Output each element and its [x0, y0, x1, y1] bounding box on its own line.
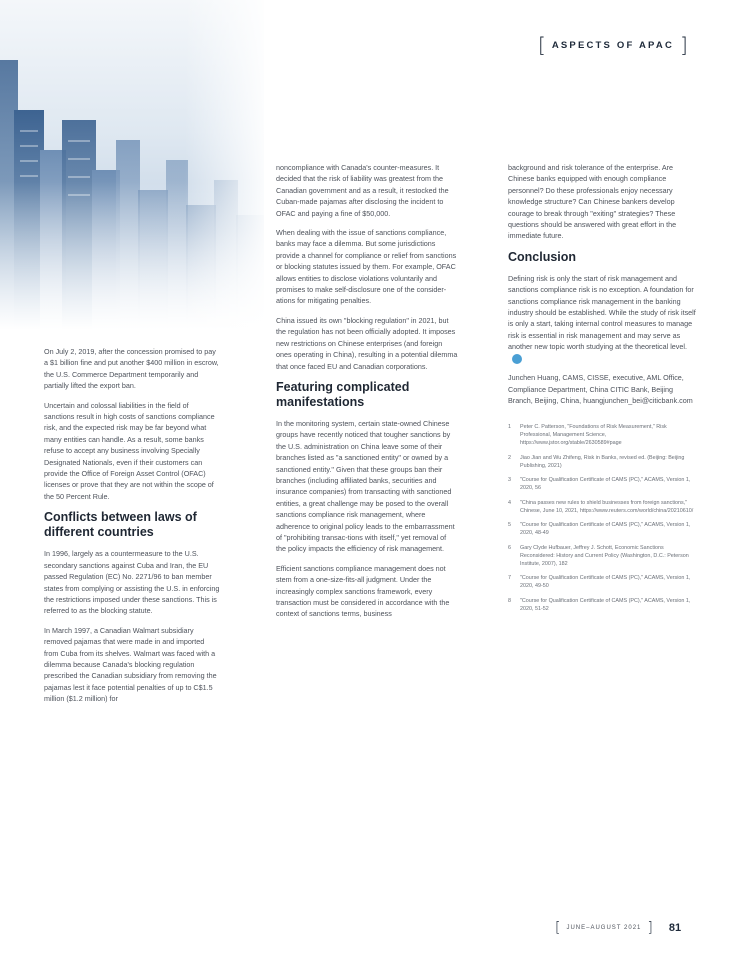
section-label	[538, 34, 698, 56]
page-footer	[555, 918, 705, 938]
paragraph: In March 1997, a Canadian Walmart subsidiary removed pajamas that were made in and imported from Cuba from its shelves. Walmart was faced with a dilemma because Canada's blocking regulation prescribed the Canadian subsidiary from removing the pajamas lest it face potential penalties of up to C$1.5 million ($1.2 million) for	[44, 625, 217, 704]
issue-date: JUNE–AUGUST 2021	[566, 925, 642, 931]
page-number: 81	[668, 922, 682, 934]
footnote-item: 3 "Course for Qualification Certificate of CAMS (PC)," ACAMS, Version 1, 2020, 56	[508, 477, 691, 492]
paragraph: In the monitoring system, certain state-owned Chinese groups have recently noticed that tougher sanctions by the U.S. administration on China leave some of their branches listed as "a sanctioned entity" or owned by a sanctioned entity." Given that these groups ban their branches (including affiliated banks, securities and insurance companies) from transacting with sanctioned entities, a great challenge may be posed to the overall sanctions compliance risk management, where adherence to original policy leads to the embarrassment of "prohibiting transac-tions with itself," yet removal of the policy impacts the efficiency of risk management.	[276, 418, 455, 554]
paragraph: China issued its own "blocking regulation" in 2021, but the regulation has not been officially adopted. It imposes new restrictions on Chinese enterprises (and foreign ones operating in China), resulting in a potential dilemma that once faced EU and Canadian corporations.	[276, 315, 458, 371]
skyline-image	[0, 0, 264, 330]
conclusion-text: Defining risk is only the start of risk management and sanctions compliance risk is no exception. A foundation for sanctions compliance risk management in the banking industry should be established. While the study of risk itself is only a start, taking internal control measures to manage risk is essential in risk management and may serve as another new topic worth studying at the theoretical level.	[508, 273, 696, 352]
author-byline: Junchen Huang, CAMS, CISSE, executive, AML Office, Compliance Department, China CITIC Bank, Beijing Branch, Beijing, China, huangjunchen_bei@citicbank.com	[508, 373, 693, 405]
paragraph	[508, 273, 698, 364]
left-bracket-icon: [	[538, 33, 546, 57]
footnote-item: 2 Jiao Jian and Wu Zhifeng, Risk in Banks, revised ed. (Beijing: Beijing Publishing, 2021)	[508, 454, 685, 469]
paragraph: Uncertain and colossal liabilities in the field of sanctions result in high costs of sanctions compliance risk, and the expected risk may be far beyond what many entities can handle. As a result, some banks refuse to accept any business involving Specially Designated Nationals, even if their customers can provide the Office of Foreign Asset Control (OFAC) licenses or prove that they are not within the scope of the 50 Percent Rule.	[44, 400, 215, 501]
section-heading: Featuring complicated manifestations	[276, 379, 410, 409]
column-1	[44, 346, 220, 713]
article-end-icon	[512, 354, 522, 364]
section-heading: Conclusion	[508, 249, 577, 264]
footnote-item: 7 "Course for Qualification Certificate of CAMS (PC)," ACAMS, Version 1, 2020, 49-50	[508, 575, 691, 590]
footnote-item: 8 "Course for Qualification Certificate of CAMS (PC)," ACAMS, Version 1, 2020, 51-52	[508, 598, 691, 612]
section-heading: Conflicts between laws of different countries	[44, 510, 197, 540]
footnote-item: 5 "Course for Qualification Certificate of CAMS (PC)," ACAMS, Version 1, 2020, 48-49	[508, 522, 691, 537]
paragraph: background and risk tolerance of the enterprise. Are Chinese banks equipped with enough compliance personnel? Do these professionals enjoy necessary knowledge structure? Can Chinese bankers develop courage to break through "exiting" strategies? These questions should be answered with great effort in the immediate future.	[508, 163, 677, 241]
paragraph: Efficient sanctions compliance management does not stem from a one-size-fits-all judgment. Under the increasingly complex sanctions framework, every transaction must be considered in accordance with the context of sanctions terms, business	[276, 563, 450, 619]
column-2	[276, 162, 458, 628]
column-3	[508, 162, 698, 621]
skyline-illustration	[0, 0, 264, 330]
section-title: ASPECTS OF APAC	[551, 39, 675, 51]
paragraph: noncompliance with Canada's counter-measures. It decided that the risk of liability was greatest from the Canadian government and as a result, it restocked the Cuban-made pajamas after disclosing the incident to OFAC and paying a fine of $50,000.	[276, 163, 449, 218]
footnote-item: 1 Peter C. Patterson, "Foundations of Risk Measurement," Risk Professional, Management Science, https://www.jstor.org/stable/2630589#page	[508, 424, 667, 446]
left-bracket-icon: [	[555, 920, 561, 936]
paragraph: On July 2, 2019, after the concession promised to pay a $1 billion fine and put another $400 million in escrow, the U.S. Commerce Department temporarily and partially lifted the export ban.	[44, 347, 219, 391]
paragraph: When dealing with the issue of sanctions compliance, banks may face a dilemma. But some jurisdictions provide a channel for compliance or relief from sanctions or blocking statutes issued by them. For example, OFAC allows entities to disclose violations voluntarily and promises to make self-disclosure one of the consider-ations for mitigating penalties.	[276, 228, 457, 306]
right-bracket-icon: ]	[647, 920, 653, 936]
footnote-item: 4 "China passes new rules to shield businesses from foreign sanctions," Chinese, June 10, 2021, https://www.reuters.com/world/china/20210610/	[508, 499, 694, 514]
right-bracket-icon: ]	[680, 33, 688, 57]
paragraph: In 1996, largely as a countermeasure to the U.S. secondary sanctions against Cuba and Iran, the EU passed Regulation (EC) No. 2271/96 to ban member states from complying or assisting the U.S. in enforcing the restrictions imposed under these sanctions. This is referred to as the blocking statute.	[44, 549, 220, 616]
footnotes	[508, 424, 698, 613]
footnote-item: 6 Gary Clyde Hufbauer, Jeffrey J. Schott, Economic Sanctions Reconsidered: History and Current Policy (Washington, D.C.: Peterson Institute, 2007), 182	[508, 545, 689, 567]
